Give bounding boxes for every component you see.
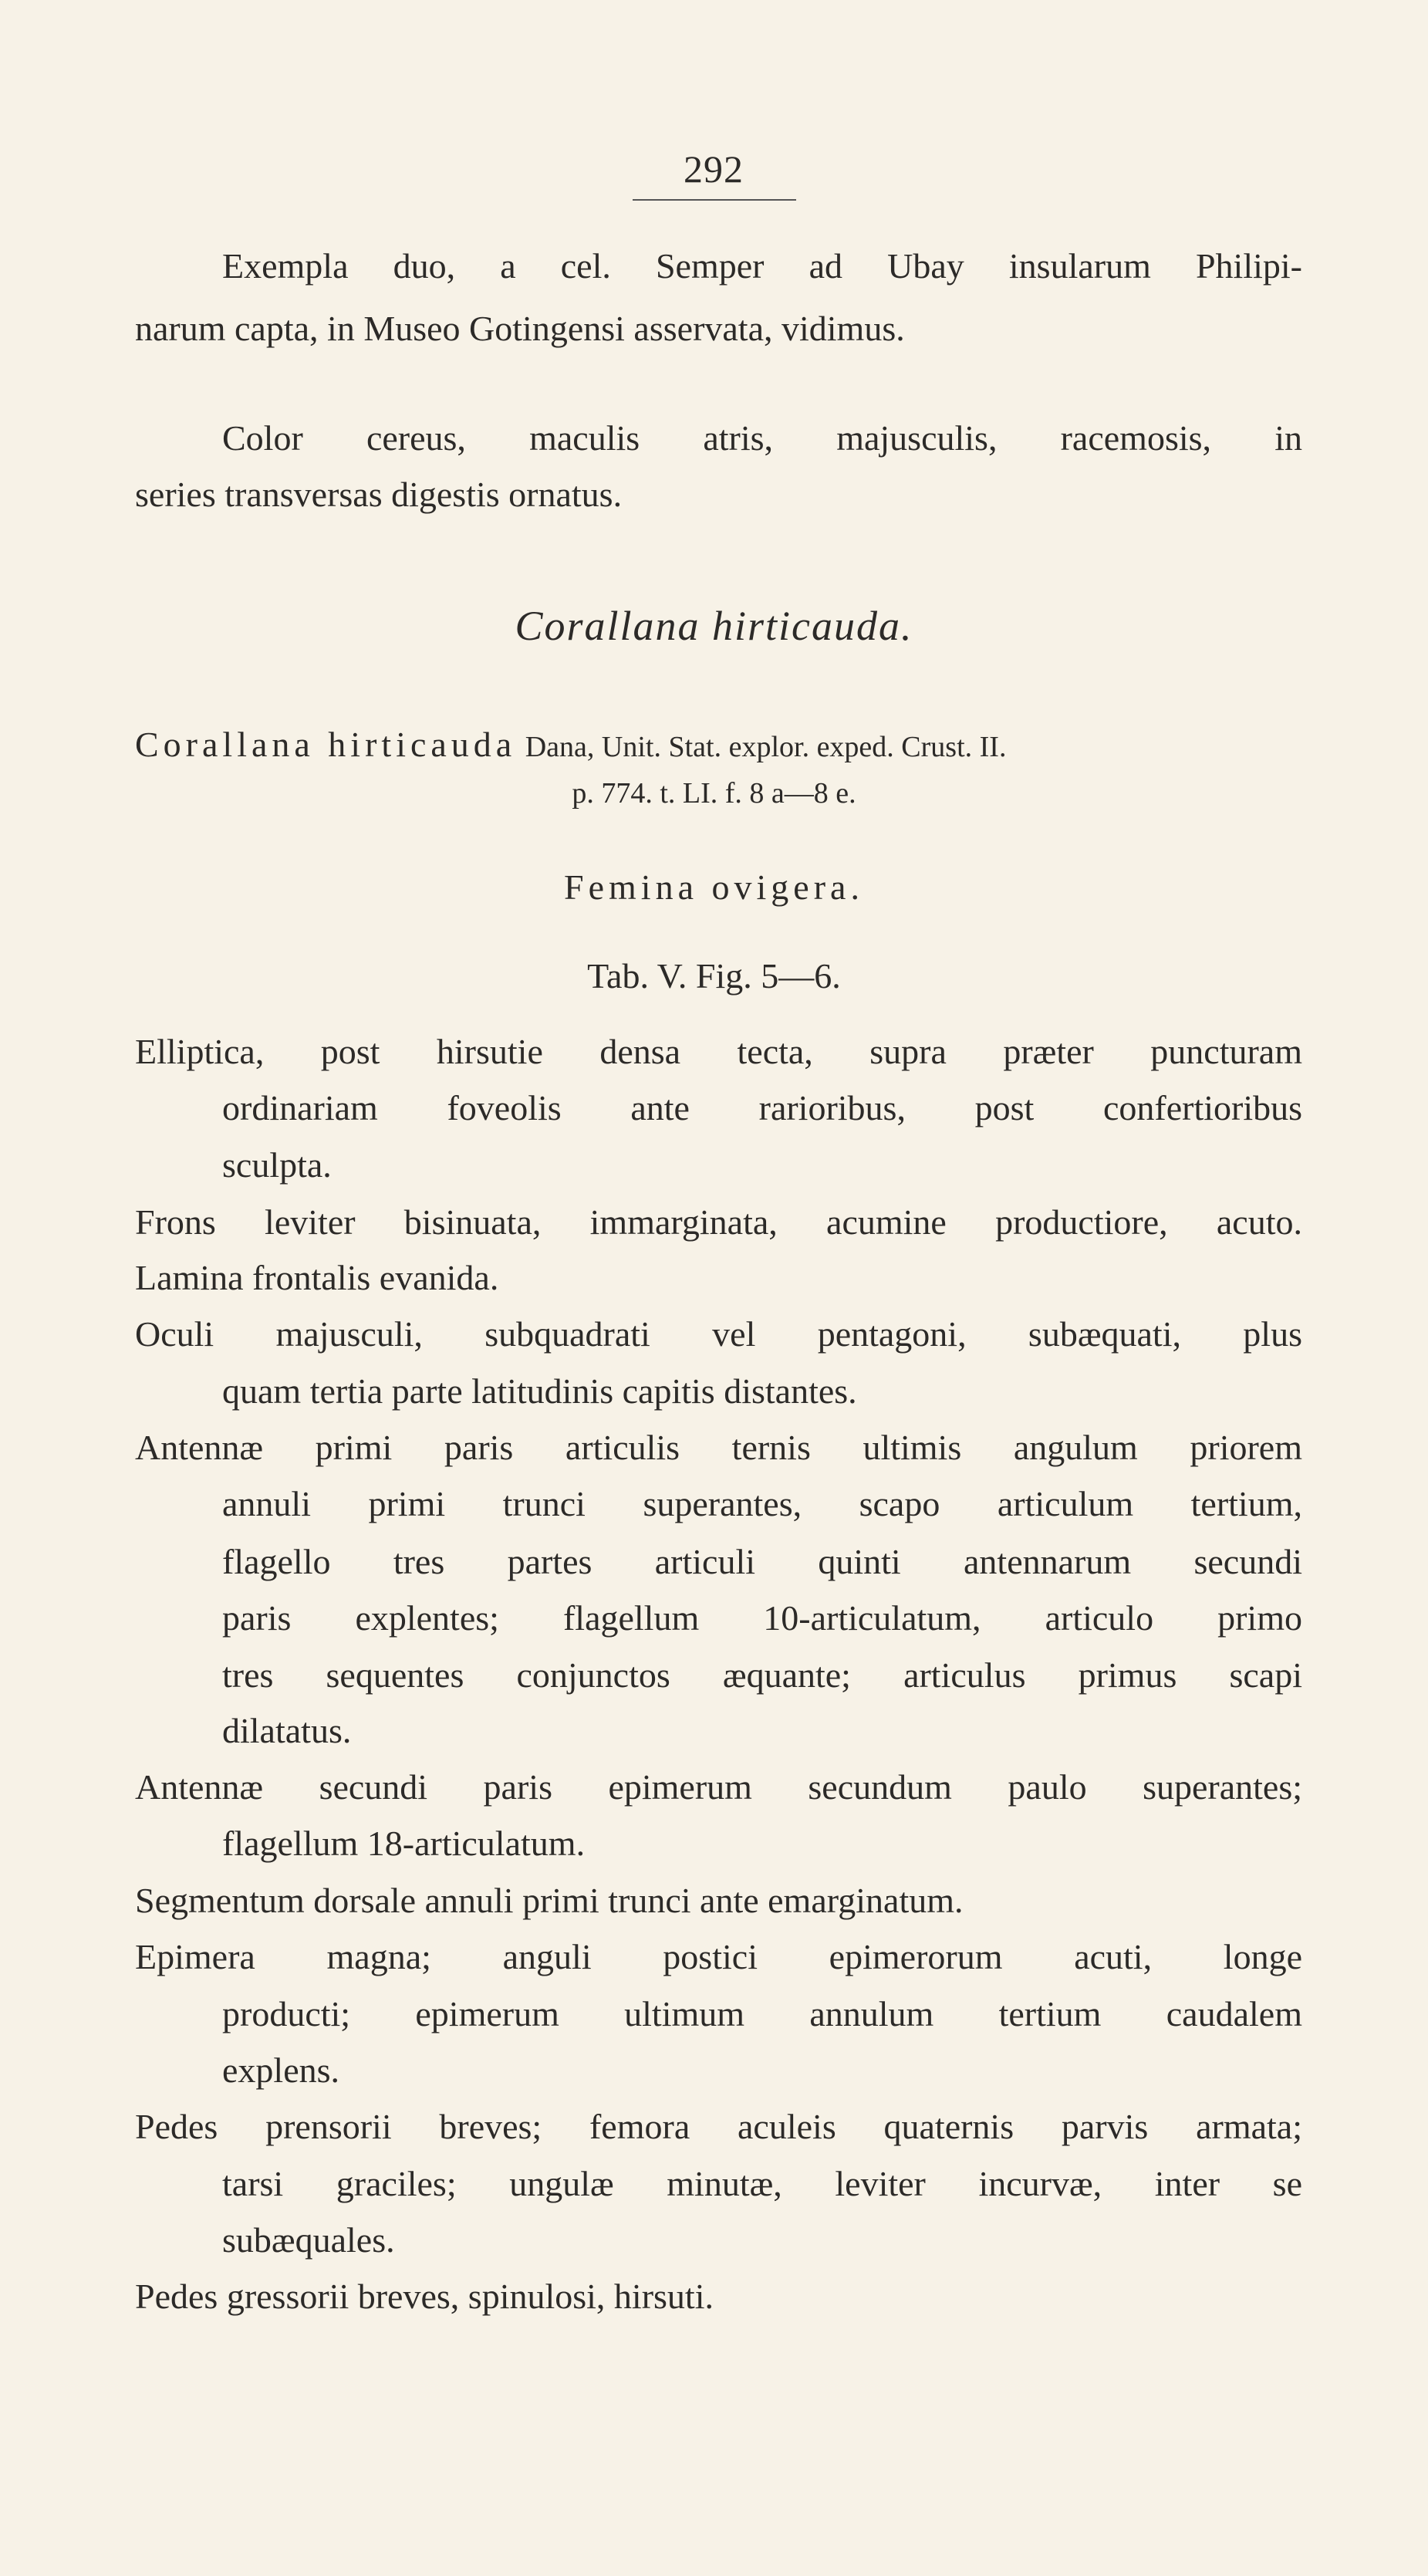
desc-4-line-1: Oculi majusculi, subquadrati vel pentagoni, subæquati, plus [135, 1314, 1302, 1354]
synonym-line-2: p. 774. t. LI. f. 8 a—8 e. [572, 777, 856, 810]
synonym-name: Corallana hirticauda [135, 725, 517, 764]
intro-p2-line-1: Color cereus, maculis atris, majusculis, racemosis, in [222, 418, 1302, 458]
desc-9-line-2: tarsi graciles; ungulæ minutæ, leviter incurvæ, inter se [222, 2164, 1302, 2203]
desc-4-line-2: quam tertia parte latitudinis capitis distantes. [222, 1371, 857, 1411]
plate-reference: Tab. V. Fig. 5—6. [587, 956, 841, 996]
desc-5-line-5: tres sequentes conjunctos æquante; articulus primus scapi [222, 1655, 1302, 1695]
intro-p1-line-1: Exempla duo, a cel. Semper ad Ubay insularum Philipi- [222, 246, 1302, 286]
desc-8-line-3: explens. [222, 2050, 340, 2090]
desc-5-line-6: dilatatus. [222, 1711, 352, 1750]
desc-10-line-1: Pedes gressorii breves, spinulosi, hirsuti. [135, 2277, 714, 2316]
desc-6-line-2: flagellum 18-articulatum. [222, 1824, 586, 1863]
page-number: 292 [684, 147, 744, 191]
intro-p2-line-2: series transversas digestis ornatus. [135, 475, 623, 514]
desc-7-line-1: Segmentum dorsale annuli primi trunci ante emarginatum. [135, 1881, 964, 1920]
synonym-reference: Dana, Unit. Stat. explor. exped. Crust. II. [525, 731, 1007, 763]
desc-3-line-1: Lamina frontalis evanida. [135, 1258, 499, 1297]
sex-label: Femina ovigera. [564, 867, 864, 907]
synonym-line-1 [135, 727, 1006, 762]
desc-8-line-2: producti; epimerum ultimum annulum tertium caudalem [222, 1994, 1302, 2033]
desc-9-line-1: Pedes prensorii breves; femora aculeis quaternis parvis armata; [135, 2107, 1302, 2146]
desc-5-line-3: flagello tres partes articuli quinti antennarum secundi [222, 1542, 1302, 1581]
desc-5-line-2: annuli primi trunci superantes, scapo articulum tertium, [222, 1484, 1302, 1523]
desc-1-line-3: sculpta. [222, 1145, 332, 1185]
desc-5-line-4: paris explentes; flagellum 10-articulatum, articulo primo [222, 1598, 1302, 1638]
page-number-rule [633, 199, 796, 201]
desc-9-line-3: subæquales. [222, 2220, 395, 2260]
desc-2-line-1: Frons leviter bisinuata, immarginata, acumine productiore, acuto. [135, 1202, 1302, 1242]
intro-p1-line-2: narum capta, in Museo Gotingensi asservata, vidimus. [135, 309, 905, 348]
desc-1-line-1: Elliptica, post hirsutie densa tecta, supra præter puncturam [135, 1032, 1302, 1071]
desc-8-line-1: Epimera magna; anguli postici epimerorum acuti, longe [135, 1937, 1302, 1976]
desc-6-line-1: Antennæ secundi paris epimerum secundum paulo superantes; [135, 1767, 1302, 1807]
species-title: Corallana hirticauda. [515, 603, 913, 649]
desc-1-line-2: ordinariam foveolis ante rarioribus, post confertioribus [222, 1088, 1302, 1127]
desc-5-line-1: Antennæ primi paris articulis ternis ultimis angulum priorem [135, 1428, 1302, 1467]
